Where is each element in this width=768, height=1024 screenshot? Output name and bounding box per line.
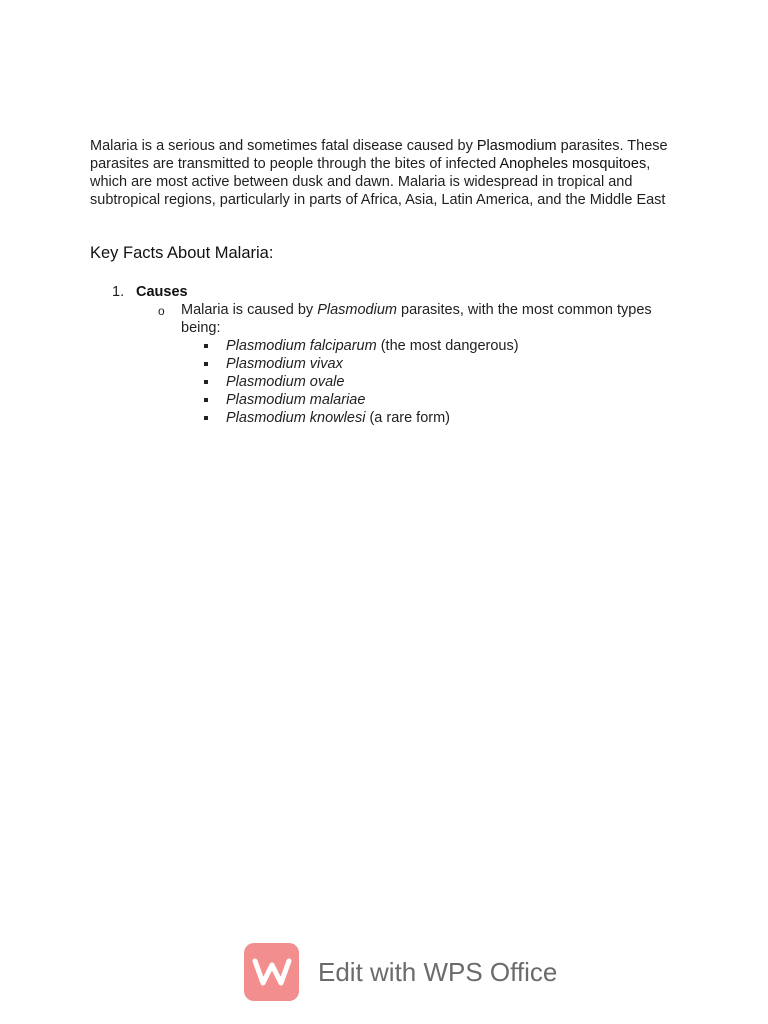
- species-note: (the most dangerous): [376, 338, 519, 354]
- circle-bullet-icon: o: [158, 304, 165, 318]
- species-text: [226, 373, 344, 391]
- intro-text-2: parasites. These parasites are transmitted to people through the bites of infected: [90, 138, 668, 172]
- causes-title: Causes: [136, 284, 188, 300]
- species-name: Plasmodium malariae: [226, 392, 366, 408]
- causes-description: [181, 301, 681, 337]
- causes-text-2: parasites, with the most common types being:: [181, 302, 652, 336]
- square-bullet-icon: [204, 362, 208, 366]
- causes-text-1: Malaria is caused by: [181, 302, 318, 318]
- square-bullet-icon: [204, 380, 208, 384]
- species-name: Plasmodium knowlesi: [226, 410, 366, 426]
- species-text: [226, 337, 519, 355]
- species-text: [226, 355, 343, 373]
- edit-with-wps-button[interactable]: [244, 943, 557, 1001]
- wps-logo-icon: [244, 943, 299, 1001]
- species-name: Plasmodium vivax: [226, 356, 343, 372]
- intro-text-1: Malaria is a serious and sometimes fatal disease caused by: [90, 138, 477, 154]
- list-number: 1.: [112, 284, 125, 300]
- intro-text-3: , which are most active between dusk and dawn. Malaria is widespread in tropical and subtropical regions, particularly in parts of Africa, Asia, Latin America, and the Middle East: [90, 156, 666, 208]
- plasmodium-term: Plasmodium: [476, 138, 557, 154]
- wps-w-icon: [252, 957, 292, 987]
- intro-paragraph: [90, 137, 680, 209]
- wps-label: Edit with WPS Office: [318, 956, 558, 987]
- square-bullet-icon: [204, 398, 208, 402]
- causes-italic: Plasmodium: [317, 302, 397, 318]
- species-text: [226, 409, 450, 427]
- species-name: Plasmodium ovale: [226, 374, 345, 390]
- species-note: (a rare form): [365, 410, 451, 426]
- species-name: Plasmodium falciparum: [226, 338, 377, 354]
- species-text: [226, 391, 365, 409]
- anopheles-term: Anopheles mosquitoes: [499, 156, 647, 172]
- square-bullet-icon: [204, 344, 208, 348]
- section-heading: Key Facts About Malaria:: [90, 244, 274, 262]
- square-bullet-icon: [204, 416, 208, 420]
